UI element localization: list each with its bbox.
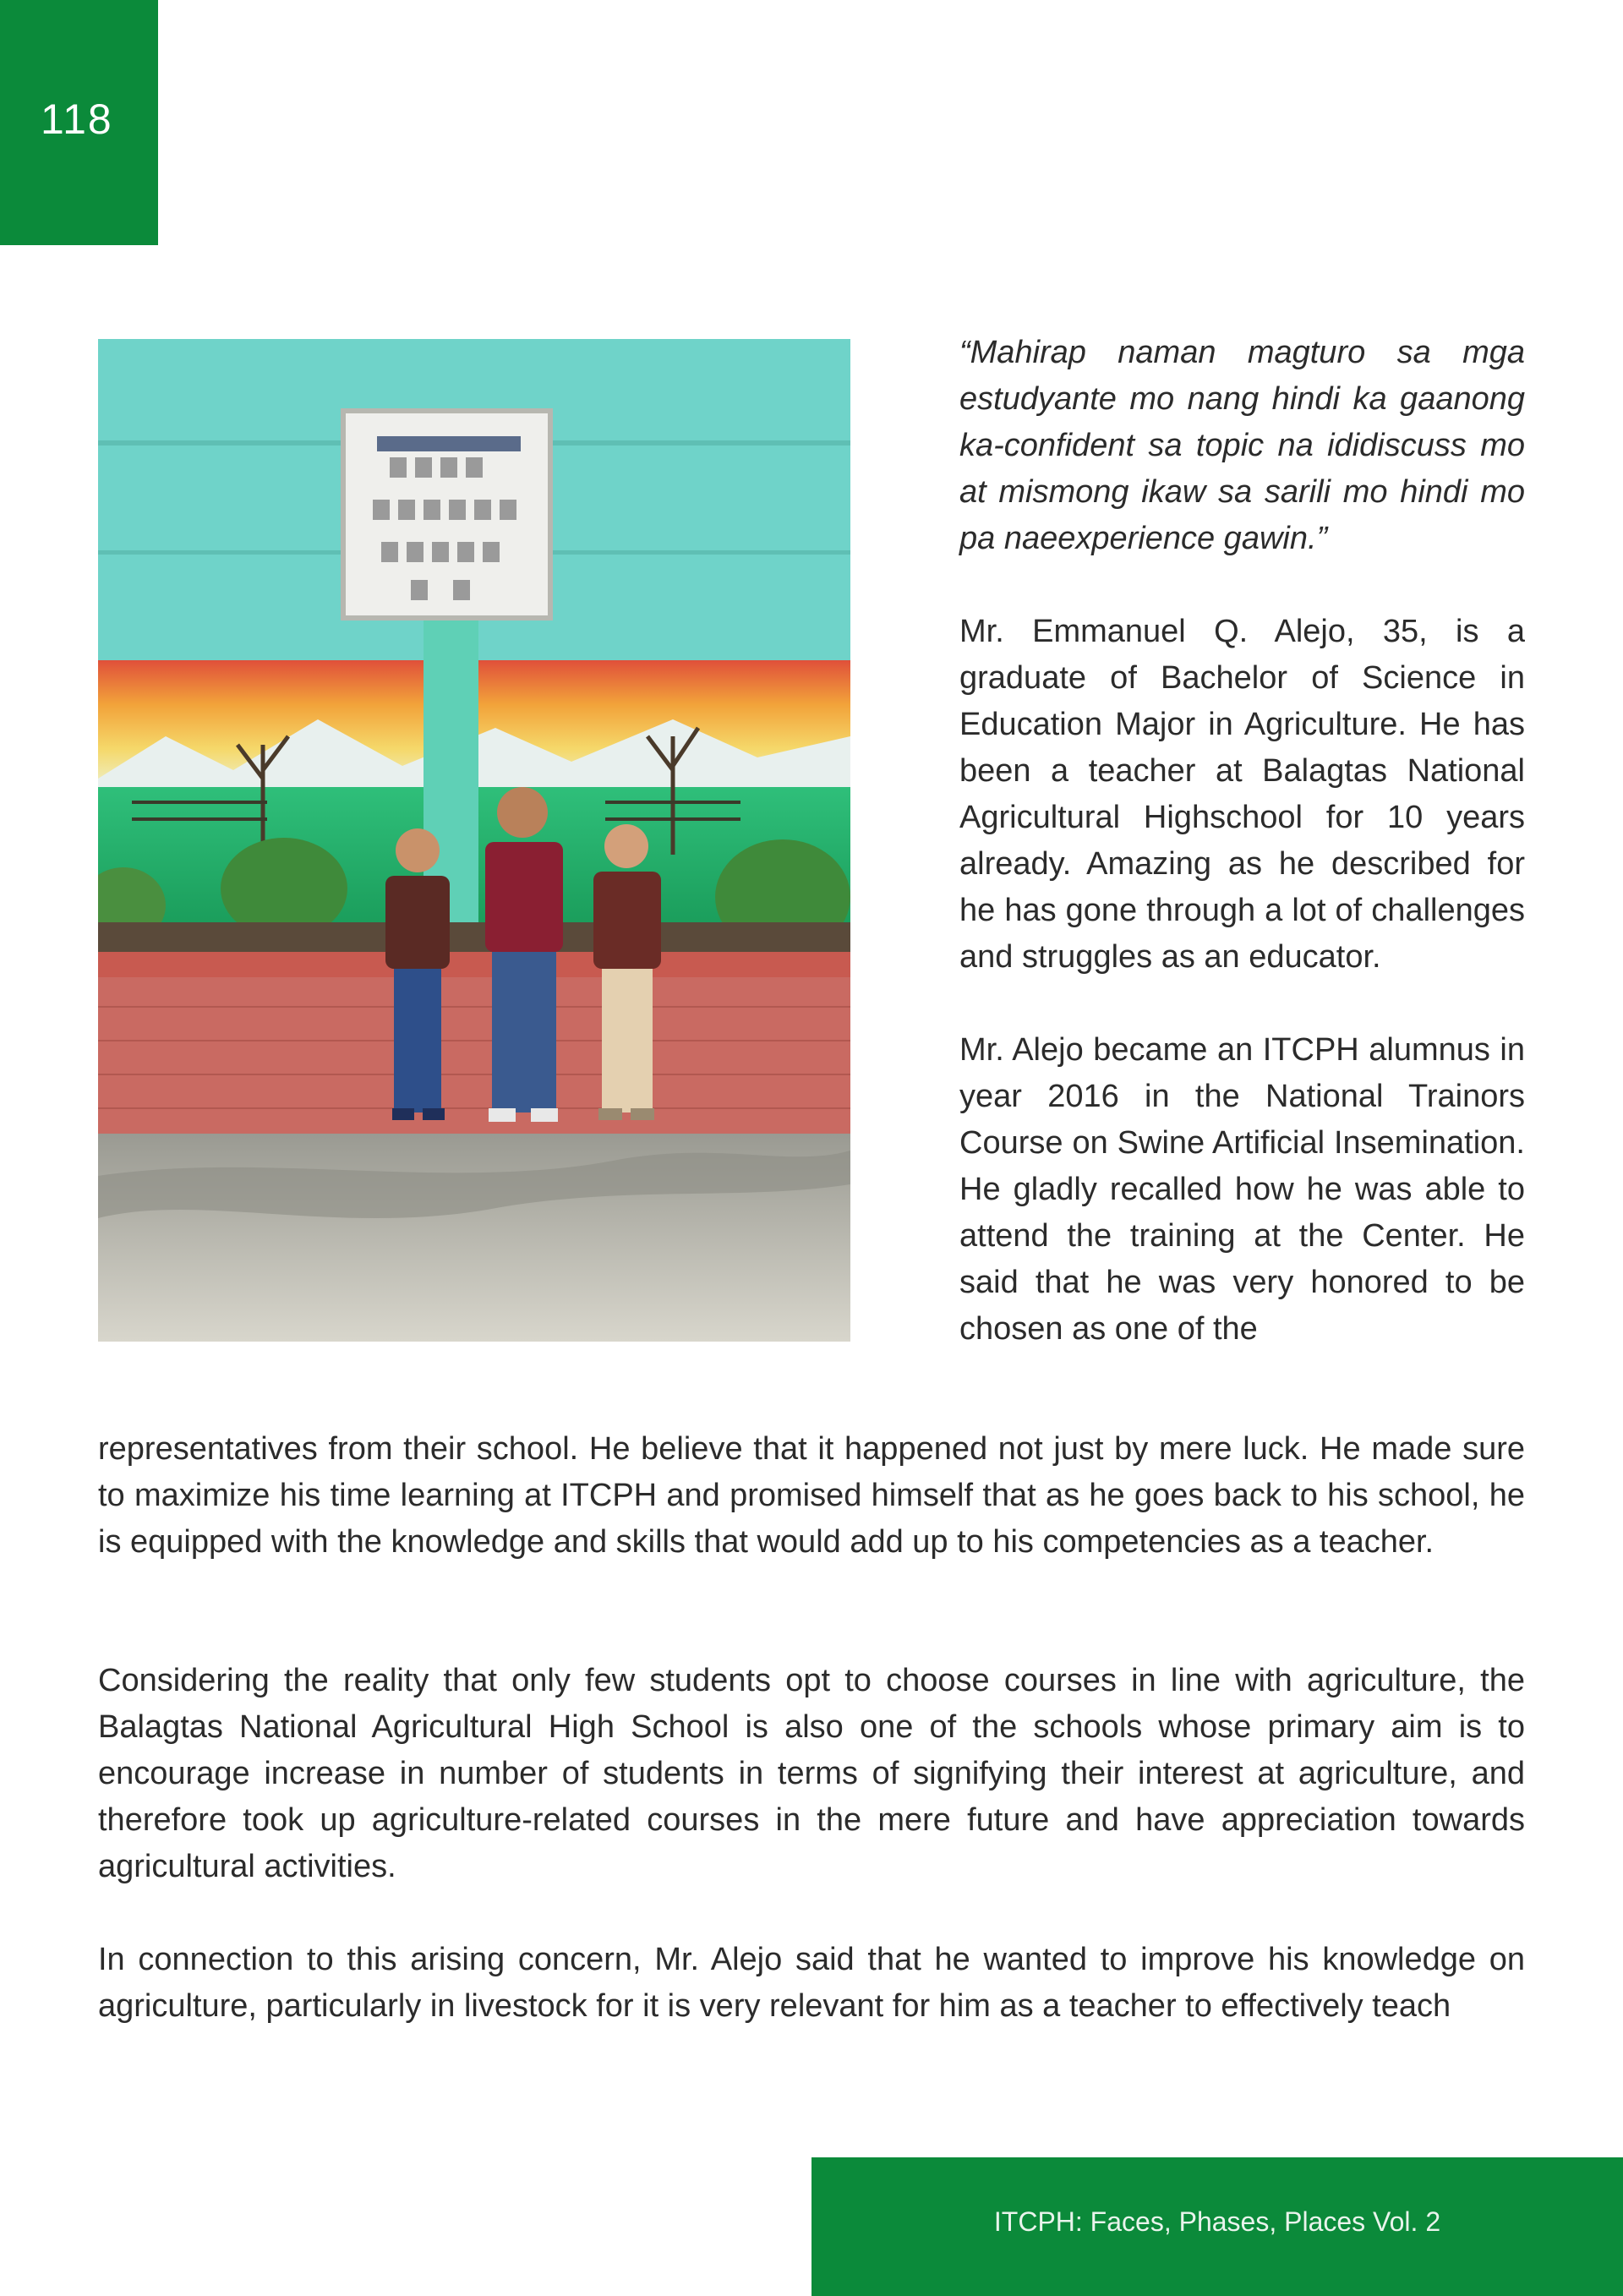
page-number: 118 [41, 96, 113, 143]
photo-three-people-mural [98, 339, 850, 1342]
article-photo [98, 339, 850, 1342]
page-number-badge [0, 0, 158, 245]
paragraph-alumnus: Mr. Alejo became an ITCPH alumnus in year 2016 in the National Trainors Course on Swine Artificial Insemination. He gladly recalled how he was able to attend the training at the Center. He said that he was very honored to be chosen as one of the [959, 1032, 1525, 1347]
paragraph-livestock: In connection to this arising concern, Mr. Alejo said that he wanted to improve his knowledge on agriculture, particularly in livestock for it is very relevant for him as a teacher to effectively teach [98, 1942, 1525, 2024]
publication-title: ITCPH: Faces, Phases, Places Vol. 2 [993, 2206, 1441, 2237]
paragraph-intro: Mr. Emmanuel Q. Alejo, 35, is a graduate of Bachelor of Science in Education Major in Agriculture. He has been a teacher at Balagtas National Agricultural Highschool for 10 years already. Amazing as he described for he has gone through a lot of challenges and struggles as an educator. [959, 614, 1525, 975]
pull-quote: “Mahirap naman magturo sa mga estudyante mo nang hindi ka gaanong ka-confident sa topic na ididiscuss mo at mismong ikaw sa sarili mo hindi mo pa naeexperience gawin.” [959, 335, 1525, 556]
footer-banner [812, 2157, 1623, 2296]
paragraph-representatives: representatives from their school. He believe that it happened not just by mere luck. He made sure to maximize his time learning at ITCPH and promised himself that as he goes back to his school, he is equipped with the knowledge and skills that would add up to his competencies as a teacher. [98, 1431, 1525, 1560]
paragraph-agriculture-students: Considering the reality that only few students opt to choose courses in line with agriculture, the Balagtas National Agricultural High School is also one of the schools whose primary aim is to encourage increase in number of students in terms of signifying their interest at agriculture, and therefore took up agriculture-related courses in the mere future and have appreciation towards agricultural activities. [98, 1663, 1525, 1884]
